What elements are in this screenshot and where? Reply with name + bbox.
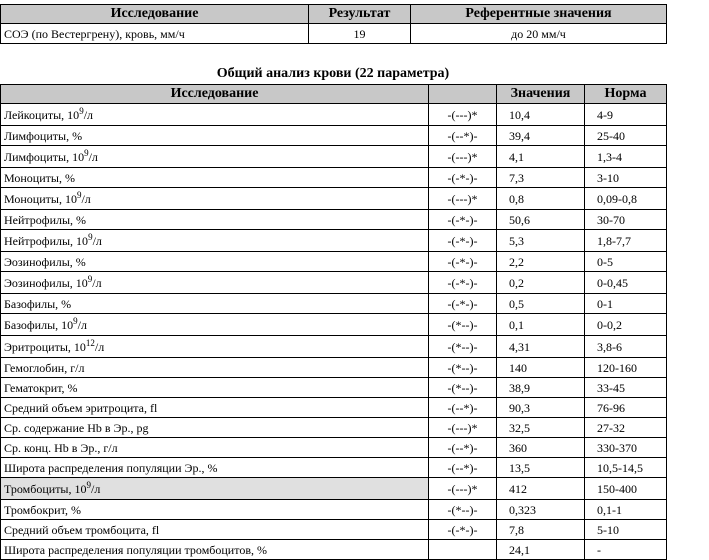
param-value: 140 bbox=[497, 358, 585, 378]
param-value: 90,3 bbox=[497, 398, 585, 418]
param-exponent: 9 bbox=[84, 147, 89, 158]
param-norm: 3,8-6 bbox=[585, 336, 667, 358]
param-value: 0,1 bbox=[497, 314, 585, 336]
range-indicator: -(---)* bbox=[429, 478, 497, 500]
param-name bbox=[1, 540, 429, 560]
range-indicator: -(--*)- bbox=[429, 398, 497, 418]
table-row bbox=[1, 378, 667, 398]
table-row bbox=[1, 126, 667, 146]
table-row bbox=[1, 500, 667, 520]
cbc-header-value: Значения bbox=[497, 85, 585, 104]
param-name bbox=[1, 418, 429, 438]
cbc-header-study: Исследование bbox=[1, 85, 429, 104]
param-norm: 5-10 bbox=[585, 520, 667, 540]
param-unit: /л bbox=[81, 191, 91, 206]
param-name-text: Лейкоциты, 10 bbox=[4, 107, 80, 122]
range-indicator: -(---)* bbox=[429, 146, 497, 168]
param-unit: /л bbox=[94, 339, 105, 354]
cbc-body bbox=[1, 104, 667, 560]
param-name bbox=[1, 438, 429, 458]
param-unit: /л bbox=[92, 275, 102, 290]
param-unit: /л bbox=[92, 233, 102, 248]
table-row bbox=[1, 104, 667, 126]
range-indicator: -(*--)- bbox=[429, 358, 497, 378]
param-name-text: Базофилы, % bbox=[4, 296, 72, 311]
param-norm: 10,5-14,5 bbox=[585, 458, 667, 478]
param-value: 39,4 bbox=[497, 126, 585, 146]
table-row bbox=[1, 168, 667, 188]
esr-result: 19 bbox=[309, 24, 411, 44]
param-name-text: Моноциты, % bbox=[4, 170, 75, 185]
param-exponent: 9 bbox=[79, 105, 84, 116]
table-row bbox=[1, 336, 667, 358]
param-norm: 0,09-0,8 bbox=[585, 188, 667, 210]
param-unit: /л bbox=[88, 149, 98, 164]
param-norm: 25-40 bbox=[585, 126, 667, 146]
param-exponent: 9 bbox=[87, 273, 93, 284]
table-row bbox=[1, 358, 667, 378]
param-norm: 0-1 bbox=[585, 294, 667, 314]
param-name-text: Эозинофилы, % bbox=[4, 254, 86, 269]
param-name bbox=[1, 252, 429, 272]
param-exponent: 9 bbox=[73, 315, 78, 326]
param-value: 2,2 bbox=[497, 252, 585, 272]
param-value: 32,5 bbox=[497, 418, 585, 438]
param-name-text: Гемоглобин, г/л bbox=[4, 360, 85, 375]
param-unit: /л bbox=[77, 317, 87, 332]
param-norm: 150-400 bbox=[585, 478, 667, 500]
table-row bbox=[1, 438, 667, 458]
param-name-text: Средний объем тромбоцита, fl bbox=[4, 522, 160, 537]
param-name-text: Моноциты, 10 bbox=[4, 191, 77, 206]
param-name bbox=[1, 146, 429, 168]
table-row bbox=[1, 520, 667, 540]
param-norm: 1,8-7,7 bbox=[585, 230, 667, 252]
param-norm: 30-70 bbox=[585, 210, 667, 230]
param-name bbox=[1, 294, 429, 314]
range-indicator: -(-*-)- bbox=[429, 272, 497, 294]
param-name bbox=[1, 336, 429, 358]
range-indicator bbox=[429, 540, 497, 560]
param-value: 0,8 bbox=[497, 188, 585, 210]
param-name-text: Базофилы, 10 bbox=[4, 317, 74, 332]
param-norm: 330-370 bbox=[585, 438, 667, 458]
table-row bbox=[1, 230, 667, 252]
param-norm: 0-0,2 bbox=[585, 314, 667, 336]
param-unit: /л bbox=[83, 107, 94, 122]
param-value: 13,5 bbox=[497, 458, 585, 478]
range-indicator: -(-*-)- bbox=[429, 168, 497, 188]
cbc-header-mark bbox=[429, 85, 497, 104]
param-name-text: Лимфоциты, % bbox=[4, 128, 83, 143]
param-name-text: Ср. конц. Hb в Эр., г/л bbox=[4, 440, 118, 455]
param-norm: - bbox=[585, 540, 667, 560]
table-row bbox=[1, 188, 667, 210]
param-value: 0,5 bbox=[497, 294, 585, 314]
esr-header-row bbox=[1, 5, 667, 24]
esr-table bbox=[0, 4, 667, 44]
param-norm: 120-160 bbox=[585, 358, 667, 378]
cbc-title: Общий анализ крови (22 параметра) bbox=[216, 66, 450, 81]
cbc-header-row bbox=[1, 85, 667, 104]
param-name bbox=[1, 520, 429, 540]
table-row bbox=[1, 272, 667, 294]
param-name bbox=[1, 104, 429, 126]
param-name-text: Эозинофилы, 10 bbox=[4, 275, 88, 290]
range-indicator: -(---)* bbox=[429, 418, 497, 438]
range-indicator: -(--*)- bbox=[429, 458, 497, 478]
param-name bbox=[1, 210, 429, 230]
param-value: 24,1 bbox=[497, 540, 585, 560]
param-name-text: Эритроциты, 10 bbox=[4, 339, 86, 354]
param-value: 360 bbox=[497, 438, 585, 458]
param-name bbox=[1, 230, 429, 252]
range-indicator: -(*--)- bbox=[429, 314, 497, 336]
param-name-text: Ср. содержание Hb в Эр., pg bbox=[4, 420, 149, 435]
range-indicator: -(-*-)- bbox=[429, 520, 497, 540]
param-value: 4,31 bbox=[497, 336, 585, 358]
param-name-text: Нейтрофилы, 10 bbox=[4, 233, 89, 248]
table-row bbox=[1, 294, 667, 314]
range-indicator: -(---)* bbox=[429, 104, 497, 126]
range-indicator: -(*--)- bbox=[429, 500, 497, 520]
range-indicator: -(-*-)- bbox=[429, 252, 497, 272]
param-value: 7,3 bbox=[497, 168, 585, 188]
param-name-text: Тромбокрит, % bbox=[4, 502, 81, 517]
param-exponent: 9 bbox=[88, 231, 93, 242]
param-value: 0,323 bbox=[497, 500, 585, 520]
param-norm: 76-96 bbox=[585, 398, 667, 418]
esr-name: СОЭ (по Вестергрену), кровь, мм/ч bbox=[1, 24, 309, 44]
param-value: 10,4 bbox=[497, 104, 585, 126]
table-row bbox=[1, 314, 667, 336]
param-norm: 4-9 bbox=[585, 104, 667, 126]
param-name bbox=[1, 126, 429, 146]
table-row bbox=[1, 210, 667, 230]
table-row bbox=[1, 458, 667, 478]
param-name bbox=[1, 358, 429, 378]
esr-header-reference: Референтные значения bbox=[411, 5, 667, 24]
param-name bbox=[1, 168, 429, 188]
table-row bbox=[1, 146, 667, 168]
param-exponent: 12 bbox=[85, 337, 95, 348]
param-norm: 27-32 bbox=[585, 418, 667, 438]
param-value: 7,8 bbox=[497, 520, 585, 540]
esr-header-study: Исследование bbox=[1, 5, 309, 24]
param-name bbox=[1, 458, 429, 478]
param-name-text: Тромбоциты, 10 bbox=[4, 481, 87, 496]
param-name-text: Нейтрофилы, % bbox=[4, 212, 87, 227]
param-norm: 0-5 bbox=[585, 252, 667, 272]
esr-reference: до 20 мм/ч bbox=[411, 24, 667, 44]
table-row bbox=[1, 398, 667, 418]
range-indicator: -(--*)- bbox=[429, 438, 497, 458]
param-name bbox=[1, 378, 429, 398]
param-name-text: Гематокрит, % bbox=[4, 380, 78, 395]
param-value: 412 bbox=[497, 478, 585, 500]
esr-header-result: Результат bbox=[309, 5, 411, 24]
param-norm: 0-0,45 bbox=[585, 272, 667, 294]
param-value: 50,6 bbox=[497, 210, 585, 230]
table-row bbox=[1, 418, 667, 438]
table-row bbox=[1, 540, 667, 560]
param-unit: /л bbox=[91, 481, 101, 496]
range-indicator: -(-*-)- bbox=[429, 230, 497, 252]
range-indicator: -(---)* bbox=[429, 188, 497, 210]
param-name bbox=[1, 314, 429, 336]
range-indicator: -(*--)- bbox=[429, 378, 497, 398]
range-indicator: -(*--)- bbox=[429, 336, 497, 358]
param-name-text: Широта распределения популяции тромбоцитов, % bbox=[4, 542, 267, 557]
param-norm: 0,1-1 bbox=[585, 500, 667, 520]
esr-row bbox=[1, 24, 667, 44]
table-row bbox=[1, 478, 667, 500]
cbc-header-norm: Норма bbox=[585, 85, 667, 104]
param-value: 38,9 bbox=[497, 378, 585, 398]
param-name bbox=[1, 272, 429, 294]
range-indicator: -(-*-)- bbox=[429, 210, 497, 230]
param-name bbox=[1, 500, 429, 520]
param-value: 4,1 bbox=[497, 146, 585, 168]
param-value: 0,2 bbox=[497, 272, 585, 294]
param-name bbox=[1, 478, 429, 500]
param-norm: 3-10 bbox=[585, 168, 667, 188]
param-name-text: Лимфоциты, 10 bbox=[4, 149, 85, 164]
range-indicator: -(--*)- bbox=[429, 126, 497, 146]
param-name-text: Средний объем эритроцита, fl bbox=[4, 400, 158, 415]
param-value: 5,3 bbox=[497, 230, 585, 252]
param-norm: 33-45 bbox=[585, 378, 667, 398]
range-indicator: -(-*-)- bbox=[429, 294, 497, 314]
cbc-table bbox=[0, 84, 667, 560]
param-norm: 1,3-4 bbox=[585, 146, 667, 168]
param-exponent: 9 bbox=[86, 479, 91, 490]
param-name bbox=[1, 188, 429, 210]
table-row bbox=[1, 252, 667, 272]
param-name-text: Широта распределения популяции Эр., % bbox=[4, 460, 218, 475]
param-name bbox=[1, 398, 429, 418]
param-exponent: 9 bbox=[76, 189, 82, 200]
